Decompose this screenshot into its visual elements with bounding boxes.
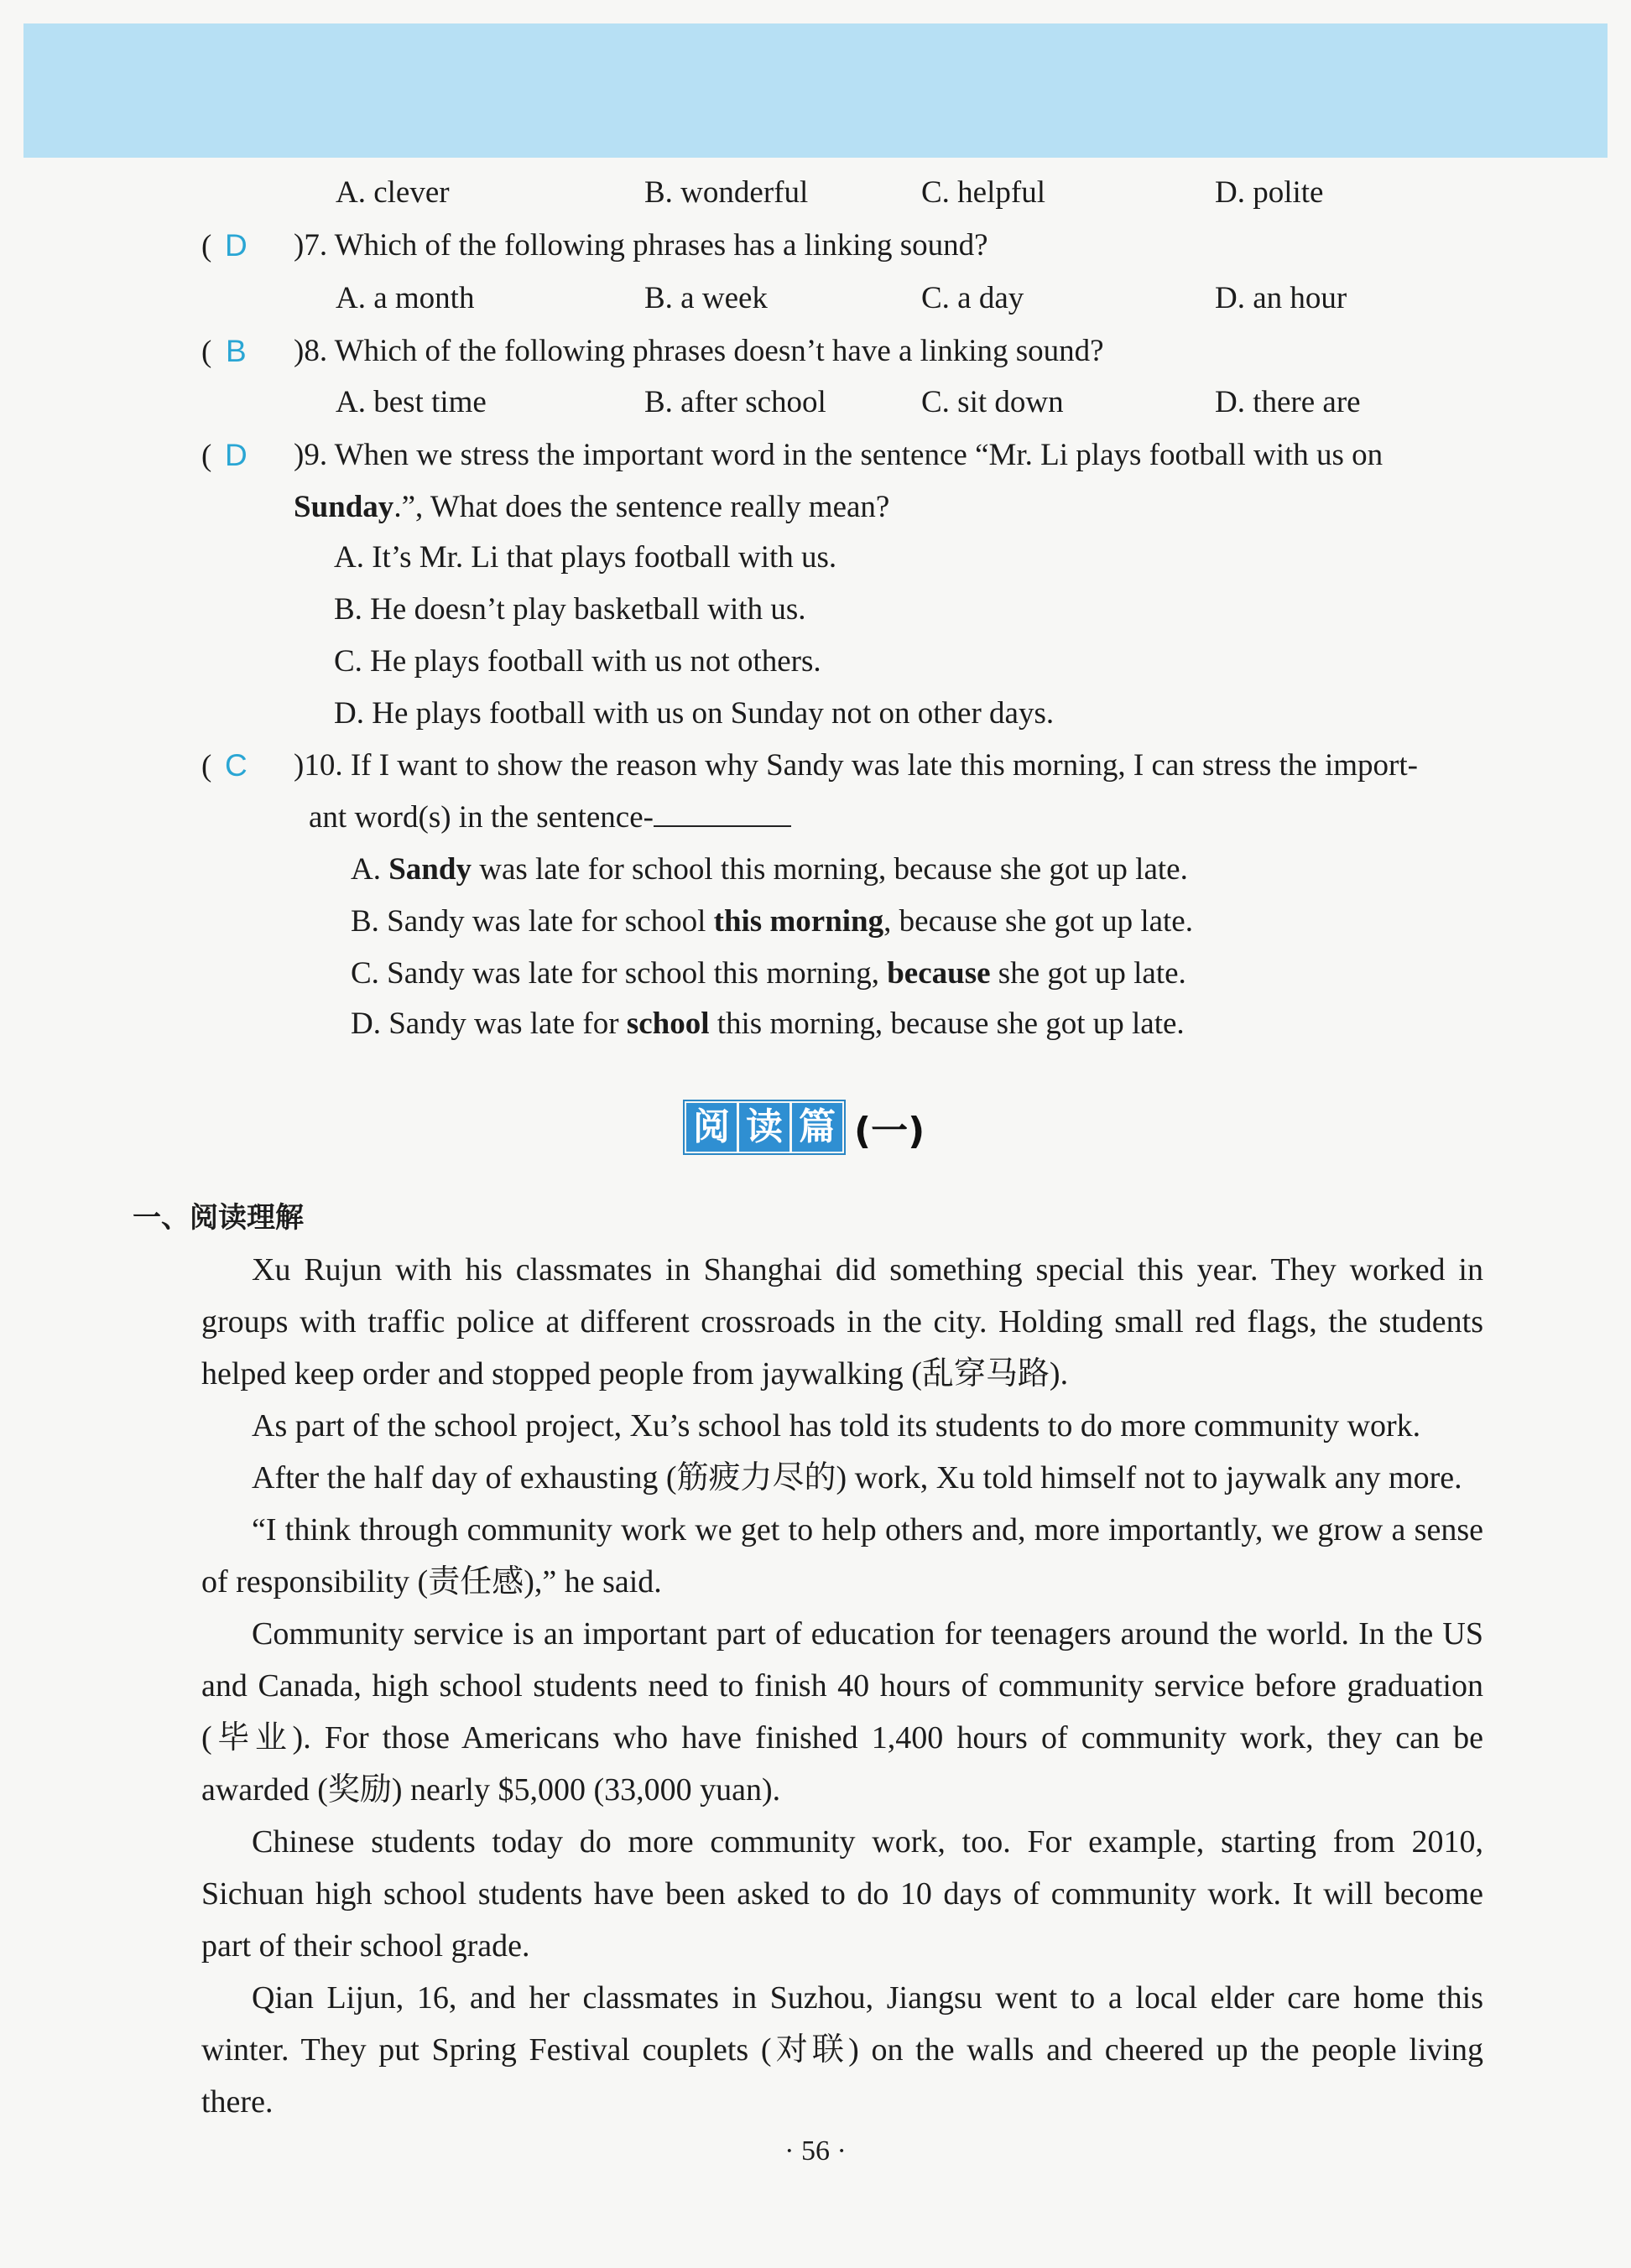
option: A. a month — [336, 281, 475, 315]
question-text: )9. When we stress the important word in the sentence “Mr. Li plays football with us on — [294, 438, 1383, 472]
answer-paren: ( D — [201, 220, 294, 273]
option-text: B. Sandy was late for school — [351, 904, 714, 939]
question-text-rest: ant word(s) in the sentence- — [309, 800, 654, 835]
option: A. clever — [336, 175, 450, 210]
passage-paragraph: Chinese students today do more community work, too. For example, starting from 2010, Sichuan high school students have been asked to do 10 days of community work. It will become part of their school grade. — [201, 1824, 1483, 1964]
passage-paragraph: “I think through community work we get to help others and, more importantly, we grow a sense of responsibility (责任感),” he said. — [201, 1512, 1483, 1600]
q6-options — [336, 169, 1527, 216]
q10-option-b — [351, 896, 1193, 948]
q8-options — [336, 379, 1527, 426]
section-banner — [683, 1097, 925, 1157]
question-text: )8. Which of the following phrases doesn’t have a linking sound? — [294, 334, 1104, 368]
banner-char: 读 — [739, 1103, 789, 1152]
passage-paragraph: Community service is an important part of education for teenagers around the world. In the US and Canada, high school students need to finish 40 hours of community service before graduation (毕业). For those Americans who have finished 1,400 hours of community work, they can be awarded (奖励) nearly $5,000 (33,000 yuan). — [201, 1616, 1483, 1808]
question-9 — [201, 429, 1510, 533]
answer-mark: B — [225, 334, 247, 368]
option: C. sit down — [921, 385, 1064, 419]
option: B. after school — [644, 385, 826, 419]
question-8 — [201, 325, 1510, 377]
option: A. best time — [336, 385, 487, 419]
question-text-rest: .”, What does the sentence really mean? — [393, 490, 890, 524]
option-text: she got up late. — [990, 956, 1186, 991]
stressed-word: because — [887, 956, 991, 991]
passage-paragraph: As part of the school project, Xu’s school has told its students to do more community work. — [252, 1408, 1421, 1444]
banner-box — [683, 1100, 846, 1155]
option-text: A. — [351, 852, 389, 887]
option: D. polite — [1215, 175, 1324, 210]
option-text: was late for school this morning, because she got up late. — [471, 852, 1188, 887]
q10-option-a — [351, 844, 1188, 896]
option: C. helpful — [921, 175, 1045, 210]
option-text: D. Sandy was late for — [351, 1007, 627, 1041]
option: D. an hour — [1215, 281, 1347, 315]
passage-paragraph: After the half day of exhausting (筋疲力尽的) work, Xu told himself not to jaywalk any more. — [252, 1460, 1462, 1496]
answer-mark: D — [224, 438, 248, 472]
question-7 — [201, 220, 1510, 272]
stressed-word: this morning — [713, 904, 884, 939]
q10-option-c — [351, 948, 1186, 1000]
answer-paren: ( C — [201, 740, 294, 793]
banner-cells — [686, 1103, 842, 1152]
stressed-word: Sunday — [294, 490, 394, 524]
option: B. a week — [644, 281, 768, 315]
option: B. wonderful — [644, 175, 809, 210]
answer-paren: ( B — [201, 325, 294, 378]
question-10 — [201, 740, 1510, 844]
stressed-word: Sandy — [388, 852, 472, 887]
option-text: C. Sandy was late for school this morning, — [351, 956, 888, 991]
question-text-line2 — [309, 792, 1510, 844]
option-text: this morning, because she got up late. — [709, 1007, 1185, 1041]
answer-mark: D — [224, 228, 248, 263]
banner-char: 篇 — [792, 1103, 842, 1152]
page-number: · 56 · — [784, 2135, 847, 2167]
option: C. a day — [921, 281, 1024, 315]
answer-mark: C — [224, 748, 248, 783]
stressed-word: school — [626, 1007, 710, 1041]
q9-option-b: B. He doesn’t play basketball with us. — [334, 592, 806, 627]
question-text: )7. Which of the following phrases has a linking sound? — [294, 228, 988, 263]
passage-paragraph: Qian Lijun, 16, and her classmates in Suzhou, Jiangsu went to a local elder care home this winter. They put Spring Festival couplets (对联) on the walls and cheered up the people living there. — [201, 1980, 1483, 2120]
option: D. there are — [1215, 385, 1361, 419]
passage-paragraph: Xu Rujun with his classmates in Shanghai did something special this year. They worked in groups with traffic police at different crossroads in the city. Holding small red flags, the students helped keep order and stopped people from jaywalking (乱穿马路). — [201, 1252, 1483, 1391]
q7-options — [336, 275, 1527, 322]
banner-suffix: (一) — [854, 1110, 925, 1152]
question-text-line2 — [294, 481, 1510, 533]
option-text: , because she got up late. — [883, 904, 1193, 939]
q9-option-d: D. He plays football with us on Sunday not on other days. — [334, 696, 1055, 731]
q9-option-c: C. He plays football with us not others. — [334, 644, 821, 679]
banner-char: 阅 — [686, 1103, 737, 1152]
answer-blank[interactable] — [654, 798, 791, 827]
q10-option-d — [351, 998, 1185, 1050]
section-title: 一、阅读理解 — [133, 1201, 304, 1235]
reading-passage — [201, 1244, 1483, 2128]
question-text: )10. If I want to show the reason why Sandy was late this morning, I can stress the import- — [294, 748, 1418, 783]
answer-paren: ( D — [201, 429, 294, 482]
q9-option-a: A. It’s Mr. Li that plays football with us. — [334, 540, 837, 575]
